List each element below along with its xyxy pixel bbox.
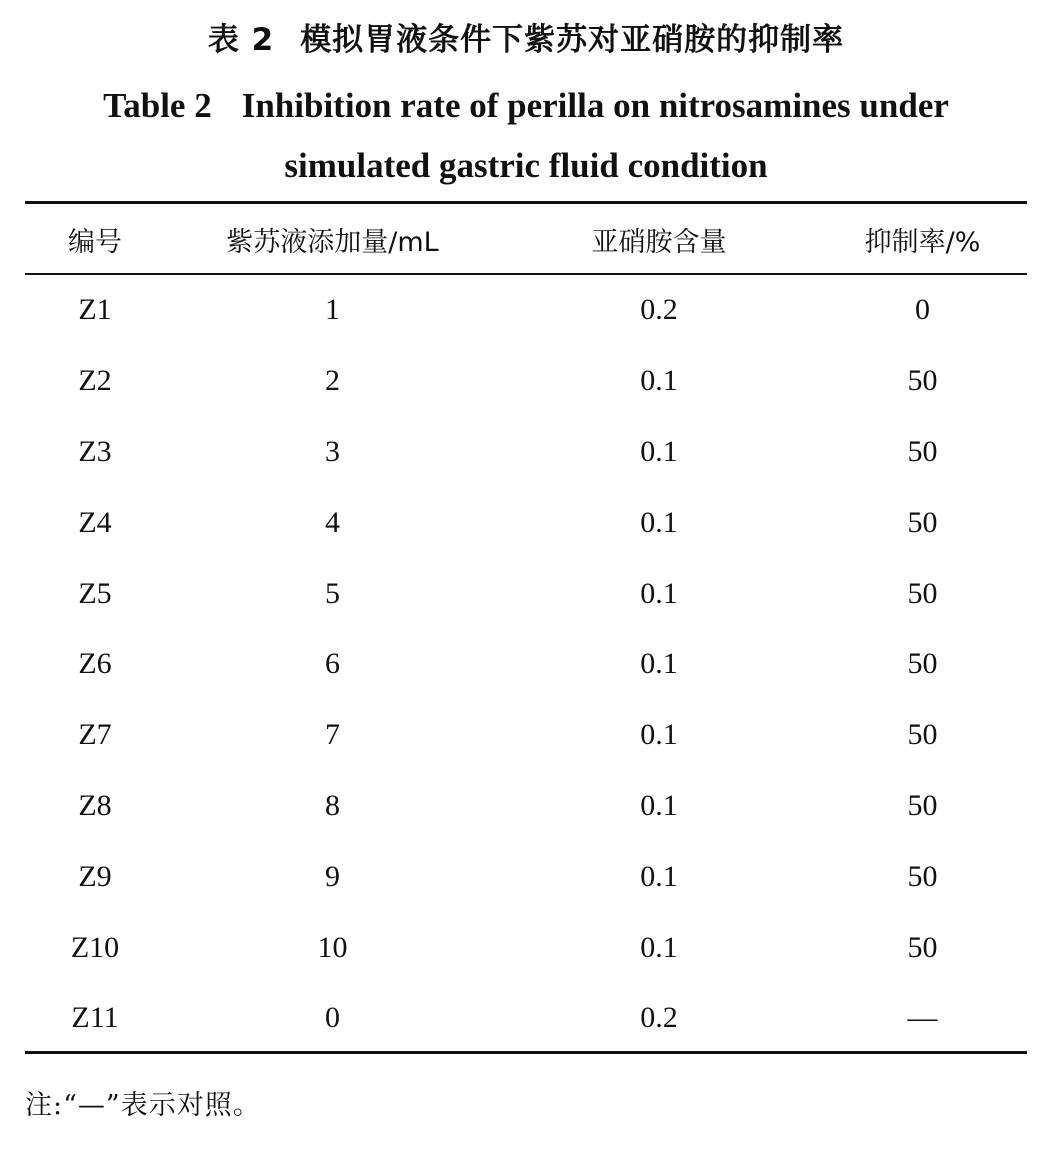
table-title-cn: 模拟胃液条件下紫苏对亚硝胺的抑制率: [300, 22, 845, 58]
table-row: [25, 558, 1027, 629]
cell-id: Z9: [78, 859, 112, 893]
table-row: [25, 629, 1027, 700]
cell-id: Z5: [78, 576, 112, 610]
cell-inhibition-rate: 50: [907, 364, 938, 398]
table-title-en-line1: Inhibition rate of perilla on nitrosamines under: [241, 86, 949, 125]
cell-id: Z1: [78, 293, 112, 327]
cell-inhibition-rate: 50: [907, 930, 938, 964]
table-row: [25, 417, 1027, 488]
cell-nitrosamine-content: 0.2: [640, 293, 678, 327]
cell-inhibition-rate: —: [907, 1001, 938, 1035]
cell-nitrosamine-content: 0.1: [640, 718, 678, 752]
cell-nitrosamine-content: 0.1: [640, 434, 678, 468]
header-nitrosamine-content: 亚硝胺含量: [591, 227, 727, 258]
table-row: [25, 841, 1027, 912]
header-inhibition-rate: 抑制率/%: [864, 227, 981, 258]
cell-perilla-volume: 7: [325, 718, 340, 752]
cell-perilla-volume: 6: [325, 647, 340, 681]
cell-id: Z10: [70, 930, 120, 964]
table-header-row: [25, 204, 1027, 275]
cell-inhibition-rate: 50: [907, 718, 938, 752]
table-row: [25, 983, 1027, 1054]
cell-inhibition-rate: 50: [907, 505, 938, 539]
cell-id: Z3: [78, 434, 112, 468]
cell-perilla-volume: 9: [325, 859, 340, 893]
cell-id: Z4: [78, 505, 112, 539]
cell-nitrosamine-content: 0.1: [640, 576, 678, 610]
cell-perilla-volume: 10: [317, 930, 348, 964]
header-id: 编号: [68, 227, 122, 258]
table-body: [25, 275, 1027, 1054]
cell-nitrosamine-content: 0.1: [640, 647, 678, 681]
cell-perilla-volume: 2: [325, 364, 340, 398]
header-perilla-volume: 紫苏液添加量/mL: [226, 227, 439, 258]
cell-nitrosamine-content: 0.1: [640, 859, 678, 893]
cell-inhibition-rate: 50: [907, 859, 938, 893]
cell-nitrosamine-content: 0.1: [640, 930, 678, 964]
cell-nitrosamine-content: 0.2: [640, 1001, 678, 1035]
table-row: [25, 700, 1027, 771]
table-note: 注:“—”表示对照。: [25, 1090, 261, 1121]
cell-nitrosamine-content: 0.1: [640, 505, 678, 539]
cell-perilla-volume: 1: [325, 293, 340, 327]
table-row: [25, 487, 1027, 558]
cell-inhibition-rate: 50: [907, 434, 938, 468]
cell-perilla-volume: 4: [325, 505, 340, 539]
cell-nitrosamine-content: 0.1: [640, 788, 678, 822]
table-title-en-line2: simulated gastric fluid condition: [284, 146, 768, 185]
cell-perilla-volume: 3: [325, 434, 340, 468]
cell-nitrosamine-content: 0.1: [640, 364, 678, 398]
cell-inhibition-rate: 50: [907, 647, 938, 681]
cell-inhibition-rate: 0: [915, 293, 930, 327]
cell-id: Z11: [71, 1001, 119, 1035]
table-caption-en-line1: [0, 76, 1052, 136]
cell-id: Z7: [78, 718, 112, 752]
data-table: [25, 204, 1027, 1054]
cell-id: Z6: [78, 647, 112, 681]
table-caption-cn: [0, 14, 1052, 66]
table-number-cn: 表 2: [207, 22, 275, 58]
table-row: [25, 275, 1027, 346]
cell-perilla-volume: 8: [325, 788, 340, 822]
table-caption-en: [0, 76, 1052, 196]
cell-id: Z2: [78, 364, 112, 398]
cell-inhibition-rate: 50: [907, 576, 938, 610]
cell-perilla-volume: 0: [325, 1001, 340, 1035]
cell-id: Z8: [78, 788, 112, 822]
table-row: [25, 912, 1027, 983]
cell-inhibition-rate: 50: [907, 788, 938, 822]
cell-perilla-volume: 5: [325, 576, 340, 610]
table-row: [25, 771, 1027, 842]
table-number-en: Table 2: [103, 86, 212, 125]
table-row: [25, 346, 1027, 417]
